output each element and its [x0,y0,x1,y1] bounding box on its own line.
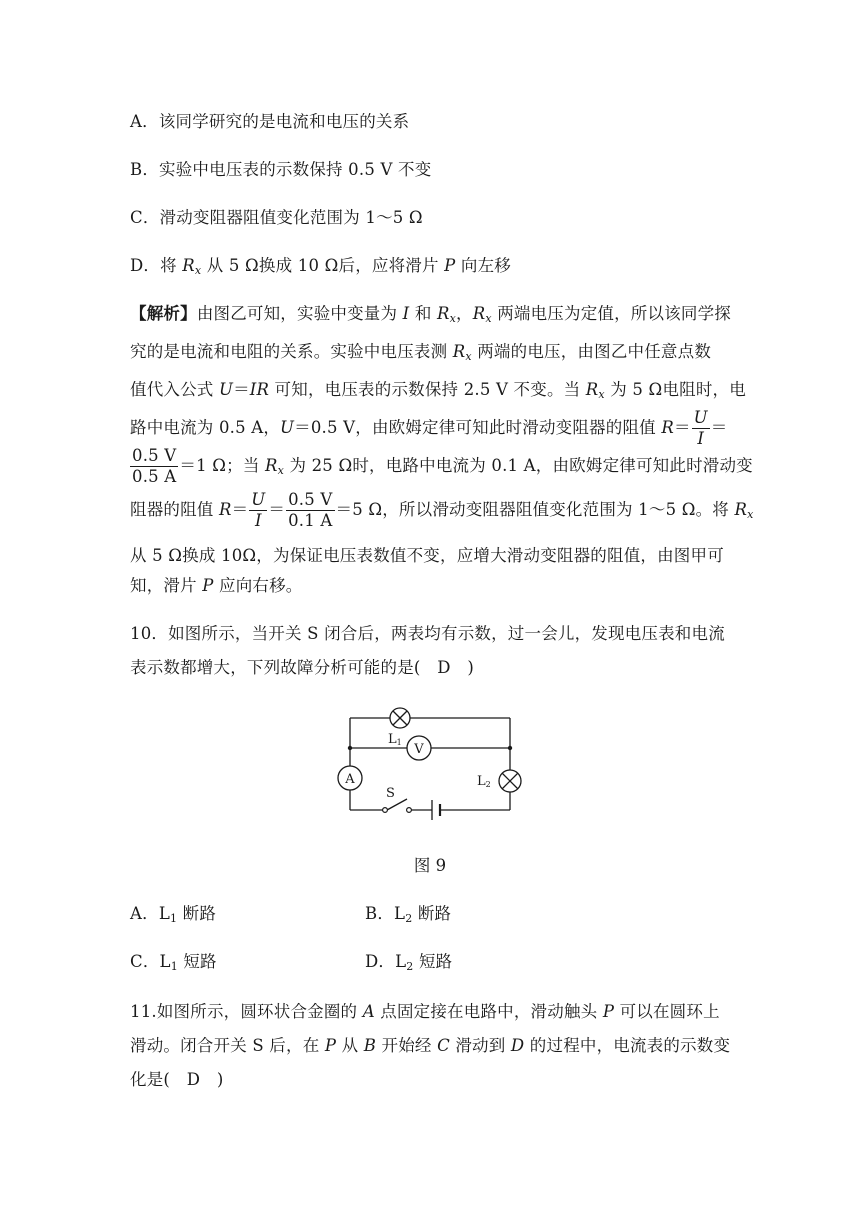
q10-option-c: C．$L_1$ 短路 [130,952,217,973]
analysis-line-6: 阻器的阻值 R＝ $\frac{U}{I}$ ＝ $\frac{0.5 V}{0.1 A}$ ＝5 Ω，所以滑动变阻器阻值变化范围为 1～5 Ω。将 $R_x$ [130,490,754,530]
ammeter-label: A [345,772,355,787]
junction-right [508,746,512,750]
fraction-05v-over-01a: $\frac{0.5 V}{0.1 A}$ [288,490,333,530]
fraction-u-over-i-2: $\frac{U}{I}$ [251,490,266,530]
figure-caption: 图 9 [413,856,447,875]
q9-option-d: D．将 $R_x$ 从 5 Ω换成 10 Ω后，应将滑片 P 向左移 [130,256,511,277]
q11-stem-line-1: 11.如图所示，圆环状合金圈的 A 点固定接在电路中，滑动触头 P 可以在圆环上 [130,1002,720,1021]
lamp-l2-label: L2 [477,774,491,789]
analysis-line-2: 究的是电流和电阻的关系。实验中电压表测 $R_x$ 两端的电压，由图乙中任意点数 [130,342,712,363]
analysis-line-5: $\frac{0.5 V}{0.5 A}$ ＝1 Ω；当 $R_x$ 为 25 Ω时，电路中电流为 0.1 A，由欧姆定律可知此时滑动变 [132,446,753,486]
junction-left [348,746,352,750]
q9-option-b: B．实验中电压表的示数保持 0.5 V 不变 [130,160,432,179]
q9-option-c: C．滑动变阻器阻值变化范围为 1～5 Ω [130,208,423,227]
analysis-line-4: 路中电流为 0.5 A，U＝0.5 V，由欧姆定律可知此时滑动变阻器的阻值 R＝ $\frac{U}{I}$ ＝ [130,408,728,448]
voltmeter-label: V [414,742,424,757]
circuit-diagram [330,700,530,828]
q10-option-b: B．$L_2$ 断路 [365,904,452,925]
q9-option-a: A．该同学研究的是电流和电压的关系 [130,112,410,131]
switch-label: S [386,786,395,801]
q10-option-a: A．$L_1$ 断路 [130,904,217,925]
lamp-l1-label: L1 [388,732,402,747]
analysis-line-7: 从 5 Ω换成 10Ω，为保证电压表数值不变，应增大滑动变阻器的阻值，由图甲可 [130,546,724,565]
q11-stem-line-3: 化是( D ) [130,1070,224,1089]
analysis-line-1: 【解析】由图乙可知，实验中变量为 I 和 $R_x$，$R_x$ 两端电压为定值，所以该同学探 [130,304,731,325]
analysis-line-8: 知，滑片 P 应向右移。 [130,576,303,595]
fraction-u-over-i: $\frac{U}{I}$ [693,408,708,448]
q10-option-d: D．$L_2$ 短路 [365,952,453,973]
analysis-label: 【解析】 [130,304,197,323]
fraction-05v-over-05a: $\frac{0.5 V}{0.5 A}$ [132,446,177,486]
q10-stem-line-1: 10．如图所示，当开关 S 闭合后，两表均有示数，过一会儿，发现电压表和电流 [130,624,725,643]
q10-stem-line-2: 表示数都增大，下列故障分析可能的是( D ) [130,658,475,677]
analysis-line-3: 值代入公式 U＝IR 可知，电压表的示数保持 2.5 V 不变。当 $R_x$ 为 5 Ω电阻时，电 [130,380,746,401]
q11-stem-line-2: 滑动。闭合开关 S 后，在 P 从 B 开始经 C 滑动到 D 的过程中，电流表的示数变 [130,1036,731,1055]
